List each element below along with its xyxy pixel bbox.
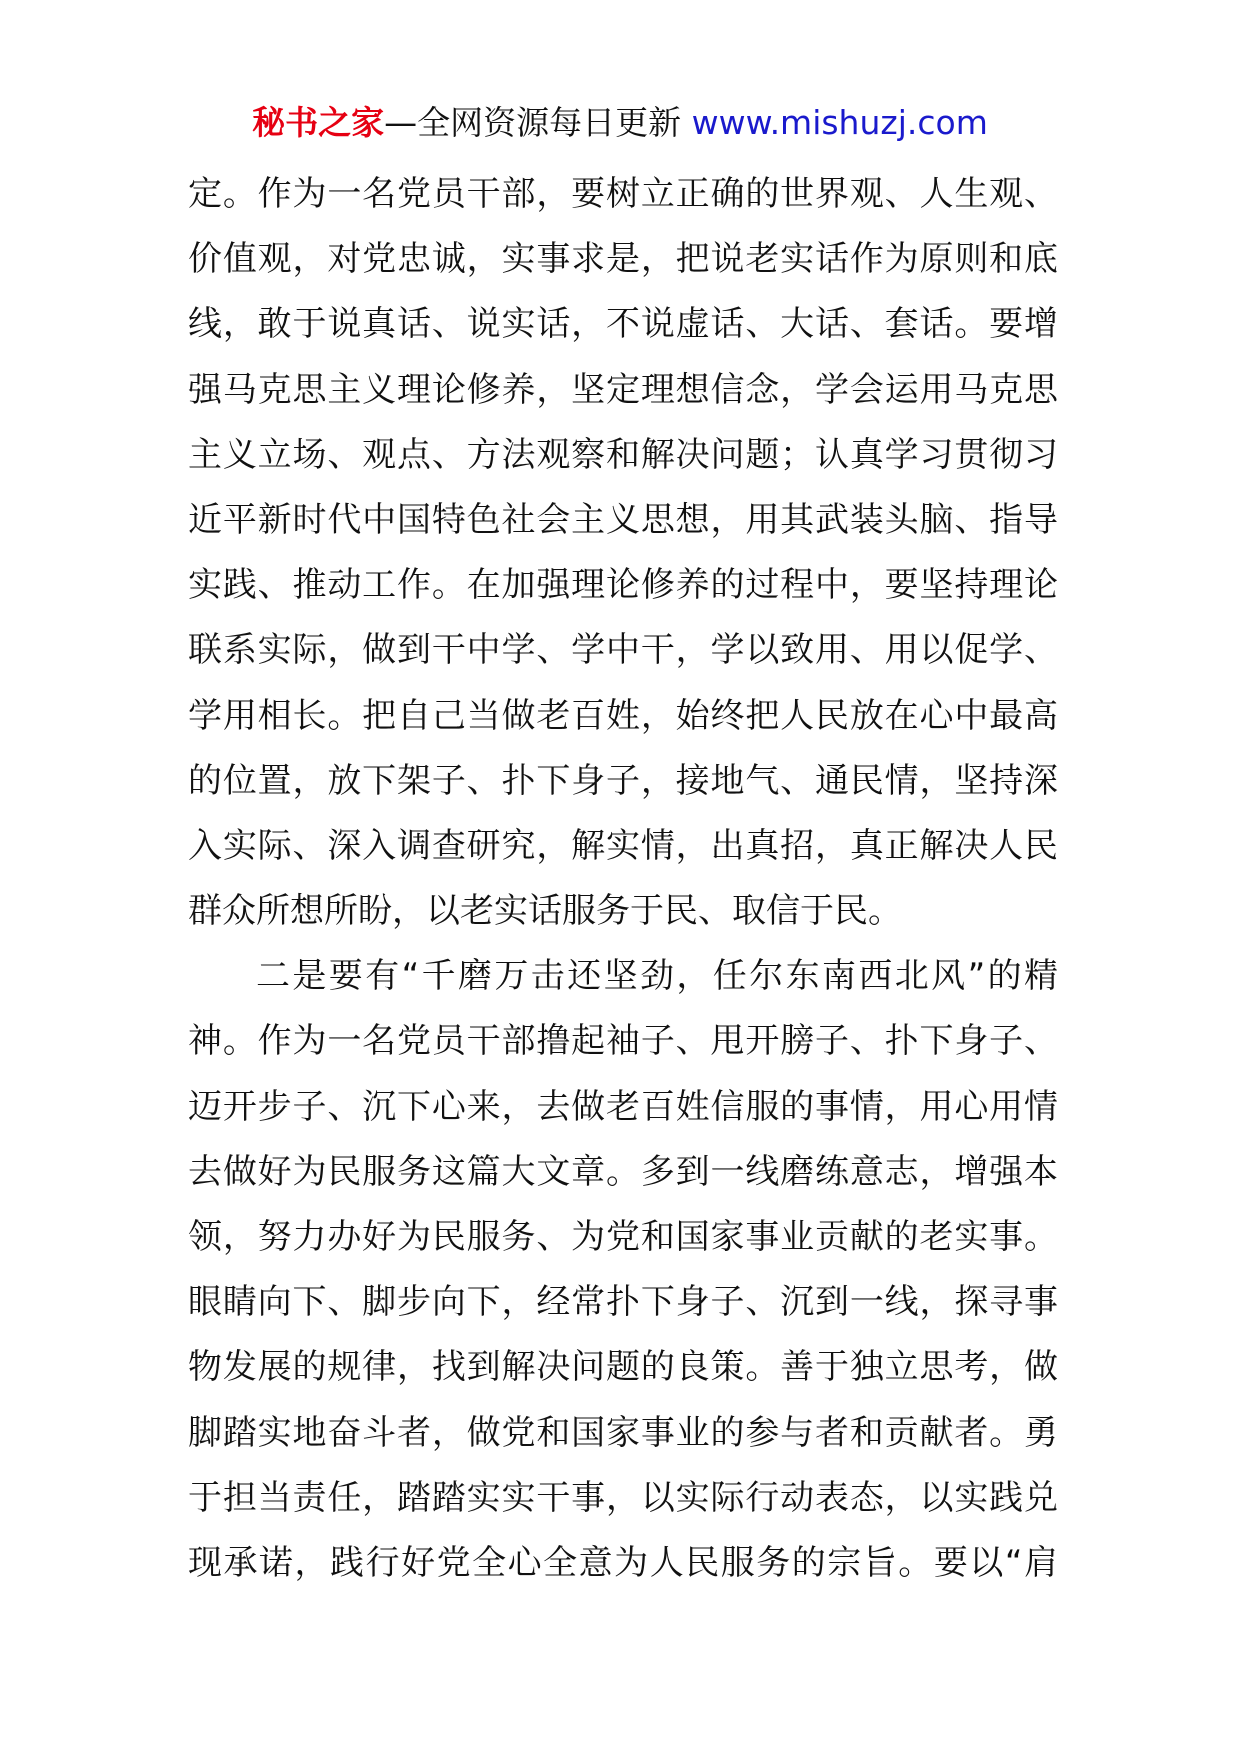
body-line-paragraph-start: 二是要有“千磨万击还坚劲，任尔东南西北风”的精 bbox=[256, 956, 1058, 997]
body-line: 实践、推动工作。在加强理论修养的过程中，要坚持理论 bbox=[188, 565, 1058, 606]
document-body bbox=[188, 162, 1058, 1596]
body-line: 物发展的规律，找到解决问题的良策。善于独立思考，做 bbox=[188, 1347, 1058, 1388]
page-header bbox=[0, 98, 1240, 148]
body-line: 定。作为一名党员干部，要树立正确的世界观、人生观、 bbox=[188, 174, 1058, 214]
body-line: 眼睛向下、脚步向下，经常扑下身子、沉到一线，探寻事 bbox=[188, 1282, 1058, 1323]
header-url-link[interactable]: www.mishuzj.com bbox=[691, 103, 988, 142]
body-line: 的位置，放下架子、扑下身子，接地气、通民情，坚持深 bbox=[188, 760, 1058, 801]
body-line: 入实际、深入调查研究，解实情，出真招，真正解决人民 bbox=[188, 825, 1058, 866]
body-line: 领，努力办好为民服务、为党和国家事业贡献的老实事。 bbox=[188, 1217, 1058, 1257]
body-line: 迈开步子、沉下心来，去做老百姓信服的事情，用心用情 bbox=[188, 1086, 1058, 1127]
body-line: 神。作为一名党员干部撸起袖子、甩开膀子、扑下身子、 bbox=[188, 1021, 1058, 1062]
body-line: 脚踏实地奋斗者，做党和国家事业的参与者和贡献者。勇 bbox=[188, 1412, 1058, 1453]
body-line: 价值观，对党忠诚，实事求是，把说老实话作为原则和底 bbox=[188, 239, 1058, 280]
body-line: 学用相长。把自己当做老百姓，始终把人民放在心中最高 bbox=[188, 695, 1058, 736]
body-line: 主义立场、观点、方法观察和解决问题；认真学习贯彻习 bbox=[188, 434, 1058, 475]
body-line: 近平新时代中国特色社会主义思想，用其武装头脑、指导 bbox=[188, 499, 1058, 540]
body-line: 联系实际，做到干中学、学中干，学以致用、用以促学、 bbox=[188, 630, 1058, 671]
body-line: 于担当责任，踏踏实实干事，以实际行动表态，以实践兑 bbox=[188, 1477, 1058, 1518]
body-line: 去做好为民服务这篇大文章。多到一线磨练意志，增强本 bbox=[188, 1151, 1058, 1192]
body-line: 现承诺，践行好党全心全意为人民服务的宗旨。要以“肩 bbox=[188, 1542, 1058, 1583]
header-tagline: —全网资源每日更新 bbox=[384, 103, 692, 142]
body-line-paragraph-end: 群众所想所盼，以老实话服务于民、取信于民。 bbox=[188, 891, 902, 932]
body-line: 线，敢于说真话、说实话，不说虚话、大话、套话。要增 bbox=[188, 304, 1058, 345]
header-brand: 秘书之家 bbox=[252, 103, 385, 142]
body-line: 强马克思主义理论修养，坚定理想信念，学会运用马克思 bbox=[188, 369, 1058, 410]
